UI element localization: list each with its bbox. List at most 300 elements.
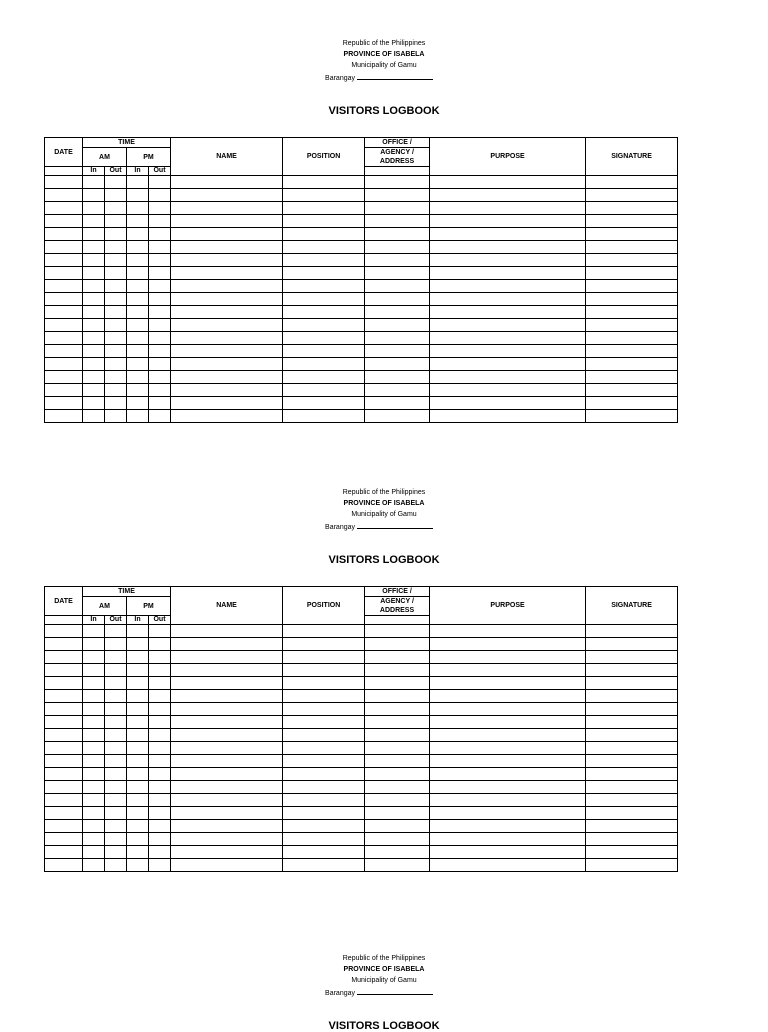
entry-cell[interactable] — [83, 846, 105, 859]
entry-cell[interactable] — [283, 690, 365, 703]
entry-cell[interactable] — [83, 241, 105, 254]
entry-cell[interactable] — [83, 781, 105, 794]
entry-cell[interactable] — [586, 319, 678, 332]
entry-cell[interactable] — [105, 820, 127, 833]
entry-cell[interactable] — [365, 781, 430, 794]
entry-cell[interactable] — [430, 794, 586, 807]
entry-cell[interactable] — [283, 768, 365, 781]
entry-cell[interactable] — [283, 176, 365, 189]
entry-cell[interactable] — [365, 267, 430, 280]
entry-cell[interactable] — [171, 332, 283, 345]
entry-cell[interactable] — [586, 371, 678, 384]
entry-cell[interactable] — [171, 267, 283, 280]
entry-cell[interactable] — [149, 729, 171, 742]
entry-cell[interactable] — [83, 794, 105, 807]
entry-cell[interactable] — [586, 768, 678, 781]
entry-cell[interactable] — [105, 215, 127, 228]
entry-cell[interactable] — [105, 241, 127, 254]
entry-cell[interactable] — [365, 716, 430, 729]
entry-cell[interactable] — [127, 384, 149, 397]
entry-cell[interactable] — [105, 703, 127, 716]
entry-cell[interactable] — [171, 228, 283, 241]
entry-cell[interactable] — [127, 846, 149, 859]
entry-cell[interactable] — [430, 176, 586, 189]
entry-cell[interactable] — [127, 358, 149, 371]
entry-cell[interactable] — [105, 716, 127, 729]
entry-cell[interactable] — [430, 293, 586, 306]
entry-cell[interactable] — [586, 755, 678, 768]
entry-cell[interactable] — [45, 267, 83, 280]
entry-cell[interactable] — [171, 677, 283, 690]
entry-cell[interactable] — [283, 280, 365, 293]
entry-cell[interactable] — [83, 280, 105, 293]
entry-cell[interactable] — [365, 794, 430, 807]
entry-cell[interactable] — [45, 345, 83, 358]
entry-cell[interactable] — [105, 690, 127, 703]
entry-cell[interactable] — [283, 781, 365, 794]
entry-cell[interactable] — [149, 358, 171, 371]
entry-cell[interactable] — [430, 807, 586, 820]
entry-cell[interactable] — [149, 202, 171, 215]
entry-cell[interactable] — [586, 267, 678, 280]
entry-cell[interactable] — [586, 241, 678, 254]
entry-cell[interactable] — [83, 664, 105, 677]
entry-cell[interactable] — [127, 280, 149, 293]
entry-cell[interactable] — [586, 280, 678, 293]
entry-cell[interactable] — [127, 703, 149, 716]
entry-cell[interactable] — [283, 846, 365, 859]
entry-cell[interactable] — [430, 820, 586, 833]
entry-cell[interactable] — [171, 690, 283, 703]
entry-cell[interactable] — [586, 794, 678, 807]
entry-cell[interactable] — [171, 625, 283, 638]
entry-cell[interactable] — [105, 280, 127, 293]
entry-cell[interactable] — [105, 729, 127, 742]
entry-cell[interactable] — [430, 306, 586, 319]
entry-cell[interactable] — [127, 690, 149, 703]
entry-cell[interactable] — [105, 267, 127, 280]
entry-cell[interactable] — [127, 332, 149, 345]
entry-cell[interactable] — [127, 651, 149, 664]
entry-cell[interactable] — [365, 384, 430, 397]
entry-cell[interactable] — [586, 781, 678, 794]
entry-cell[interactable] — [83, 768, 105, 781]
entry-cell[interactable] — [127, 755, 149, 768]
entry-cell[interactable] — [45, 241, 83, 254]
entry-cell[interactable] — [171, 859, 283, 872]
entry-cell[interactable] — [83, 833, 105, 846]
entry-cell[interactable] — [45, 755, 83, 768]
entry-cell[interactable] — [127, 664, 149, 677]
entry-cell[interactable] — [283, 267, 365, 280]
entry-cell[interactable] — [171, 319, 283, 332]
entry-cell[interactable] — [105, 625, 127, 638]
entry-cell[interactable] — [365, 755, 430, 768]
entry-cell[interactable] — [127, 267, 149, 280]
entry-cell[interactable] — [365, 345, 430, 358]
entry-cell[interactable] — [365, 254, 430, 267]
entry-cell[interactable] — [105, 664, 127, 677]
entry-cell[interactable] — [365, 664, 430, 677]
entry-cell[interactable] — [283, 332, 365, 345]
entry-cell[interactable] — [127, 319, 149, 332]
entry-cell[interactable] — [171, 742, 283, 755]
entry-cell[interactable] — [105, 345, 127, 358]
entry-cell[interactable] — [45, 176, 83, 189]
entry-cell[interactable] — [430, 371, 586, 384]
entry-cell[interactable] — [283, 638, 365, 651]
entry-cell[interactable] — [430, 384, 586, 397]
entry-cell[interactable] — [149, 859, 171, 872]
entry-cell[interactable] — [586, 807, 678, 820]
entry-cell[interactable] — [586, 625, 678, 638]
entry-cell[interactable] — [430, 846, 586, 859]
entry-cell[interactable] — [45, 332, 83, 345]
entry-cell[interactable] — [365, 280, 430, 293]
entry-cell[interactable] — [149, 833, 171, 846]
entry-cell[interactable] — [149, 371, 171, 384]
entry-cell[interactable] — [365, 215, 430, 228]
entry-cell[interactable] — [83, 176, 105, 189]
entry-cell[interactable] — [430, 729, 586, 742]
entry-cell[interactable] — [283, 410, 365, 423]
entry-cell[interactable] — [586, 410, 678, 423]
entry-cell[interactable] — [127, 716, 149, 729]
entry-cell[interactable] — [127, 228, 149, 241]
entry-cell[interactable] — [283, 306, 365, 319]
entry-cell[interactable] — [83, 228, 105, 241]
entry-cell[interactable] — [149, 807, 171, 820]
entry-cell[interactable] — [105, 319, 127, 332]
entry-cell[interactable] — [586, 677, 678, 690]
entry-cell[interactable] — [45, 215, 83, 228]
entry-cell[interactable] — [586, 332, 678, 345]
entry-cell[interactable] — [83, 638, 105, 651]
entry-cell[interactable] — [83, 254, 105, 267]
entry-cell[interactable] — [149, 241, 171, 254]
entry-cell[interactable] — [83, 677, 105, 690]
entry-cell[interactable] — [283, 215, 365, 228]
entry-cell[interactable] — [149, 267, 171, 280]
entry-cell[interactable] — [586, 176, 678, 189]
entry-cell[interactable] — [149, 664, 171, 677]
entry-cell[interactable] — [149, 176, 171, 189]
entry-cell[interactable] — [149, 254, 171, 267]
entry-cell[interactable] — [83, 742, 105, 755]
entry-cell[interactable] — [105, 293, 127, 306]
entry-cell[interactable] — [105, 638, 127, 651]
entry-cell[interactable] — [127, 638, 149, 651]
entry-cell[interactable] — [171, 638, 283, 651]
entry-cell[interactable] — [149, 306, 171, 319]
entry-cell[interactable] — [105, 384, 127, 397]
entry-cell[interactable] — [45, 690, 83, 703]
entry-cell[interactable] — [283, 729, 365, 742]
entry-cell[interactable] — [45, 859, 83, 872]
entry-cell[interactable] — [365, 410, 430, 423]
entry-cell[interactable] — [45, 280, 83, 293]
entry-cell[interactable] — [45, 820, 83, 833]
entry-cell[interactable] — [171, 768, 283, 781]
entry-cell[interactable] — [171, 716, 283, 729]
entry-cell[interactable] — [365, 228, 430, 241]
entry-cell[interactable] — [430, 625, 586, 638]
entry-cell[interactable] — [586, 859, 678, 872]
entry-cell[interactable] — [365, 677, 430, 690]
entry-cell[interactable] — [283, 254, 365, 267]
entry-cell[interactable] — [127, 293, 149, 306]
entry-cell[interactable] — [45, 410, 83, 423]
entry-cell[interactable] — [586, 345, 678, 358]
entry-cell[interactable] — [430, 638, 586, 651]
entry-cell[interactable] — [365, 625, 430, 638]
entry-cell[interactable] — [105, 358, 127, 371]
entry-cell[interactable] — [149, 638, 171, 651]
barangay-blank[interactable] — [357, 520, 433, 529]
entry-cell[interactable] — [83, 371, 105, 384]
entry-cell[interactable] — [171, 794, 283, 807]
entry-cell[interactable] — [283, 241, 365, 254]
entry-cell[interactable] — [127, 371, 149, 384]
entry-cell[interactable] — [83, 345, 105, 358]
entry-cell[interactable] — [430, 397, 586, 410]
entry-cell[interactable] — [586, 742, 678, 755]
entry-cell[interactable] — [149, 228, 171, 241]
entry-cell[interactable] — [430, 228, 586, 241]
entry-cell[interactable] — [45, 742, 83, 755]
entry-cell[interactable] — [171, 371, 283, 384]
entry-cell[interactable] — [171, 781, 283, 794]
entry-cell[interactable] — [83, 306, 105, 319]
entry-cell[interactable] — [105, 397, 127, 410]
entry-cell[interactable] — [83, 267, 105, 280]
entry-cell[interactable] — [127, 345, 149, 358]
entry-cell[interactable] — [283, 293, 365, 306]
entry-cell[interactable] — [127, 794, 149, 807]
entry-cell[interactable] — [45, 319, 83, 332]
entry-cell[interactable] — [149, 319, 171, 332]
entry-cell[interactable] — [283, 794, 365, 807]
entry-cell[interactable] — [365, 189, 430, 202]
entry-cell[interactable] — [171, 358, 283, 371]
entry-cell[interactable] — [586, 293, 678, 306]
entry-cell[interactable] — [283, 833, 365, 846]
entry-cell[interactable] — [283, 228, 365, 241]
entry-cell[interactable] — [365, 690, 430, 703]
entry-cell[interactable] — [127, 397, 149, 410]
barangay-blank[interactable] — [357, 986, 433, 995]
entry-cell[interactable] — [586, 358, 678, 371]
entry-cell[interactable] — [171, 215, 283, 228]
entry-cell[interactable] — [105, 202, 127, 215]
entry-cell[interactable] — [149, 625, 171, 638]
entry-cell[interactable] — [83, 189, 105, 202]
entry-cell[interactable] — [283, 397, 365, 410]
entry-cell[interactable] — [171, 664, 283, 677]
entry-cell[interactable] — [105, 371, 127, 384]
entry-cell[interactable] — [105, 651, 127, 664]
entry-cell[interactable] — [430, 651, 586, 664]
entry-cell[interactable] — [586, 638, 678, 651]
entry-cell[interactable] — [430, 859, 586, 872]
entry-cell[interactable] — [430, 690, 586, 703]
entry-cell[interactable] — [105, 833, 127, 846]
entry-cell[interactable] — [365, 768, 430, 781]
entry-cell[interactable] — [105, 742, 127, 755]
entry-cell[interactable] — [283, 384, 365, 397]
entry-cell[interactable] — [83, 755, 105, 768]
entry-cell[interactable] — [430, 410, 586, 423]
entry-cell[interactable] — [365, 358, 430, 371]
entry-cell[interactable] — [83, 358, 105, 371]
entry-cell[interactable] — [283, 651, 365, 664]
entry-cell[interactable] — [365, 846, 430, 859]
entry-cell[interactable] — [105, 176, 127, 189]
entry-cell[interactable] — [149, 703, 171, 716]
entry-cell[interactable] — [45, 716, 83, 729]
entry-cell[interactable] — [365, 319, 430, 332]
entry-cell[interactable] — [430, 703, 586, 716]
entry-cell[interactable] — [283, 625, 365, 638]
entry-cell[interactable] — [171, 280, 283, 293]
entry-cell[interactable] — [365, 807, 430, 820]
entry-cell[interactable] — [283, 345, 365, 358]
entry-cell[interactable] — [45, 703, 83, 716]
entry-cell[interactable] — [430, 677, 586, 690]
entry-cell[interactable] — [430, 345, 586, 358]
entry-cell[interactable] — [365, 371, 430, 384]
entry-cell[interactable] — [283, 202, 365, 215]
entry-cell[interactable] — [283, 189, 365, 202]
entry-cell[interactable] — [283, 371, 365, 384]
entry-cell[interactable] — [149, 410, 171, 423]
entry-cell[interactable] — [45, 794, 83, 807]
entry-cell[interactable] — [365, 742, 430, 755]
entry-cell[interactable] — [45, 371, 83, 384]
entry-cell[interactable] — [586, 215, 678, 228]
entry-cell[interactable] — [430, 833, 586, 846]
entry-cell[interactable] — [127, 215, 149, 228]
entry-cell[interactable] — [45, 833, 83, 846]
entry-cell[interactable] — [586, 651, 678, 664]
entry-cell[interactable] — [105, 228, 127, 241]
entry-cell[interactable] — [105, 846, 127, 859]
entry-cell[interactable] — [586, 228, 678, 241]
entry-cell[interactable] — [105, 794, 127, 807]
entry-cell[interactable] — [127, 241, 149, 254]
entry-cell[interactable] — [171, 846, 283, 859]
entry-cell[interactable] — [83, 319, 105, 332]
entry-cell[interactable] — [83, 332, 105, 345]
entry-cell[interactable] — [45, 807, 83, 820]
entry-cell[interactable] — [430, 254, 586, 267]
entry-cell[interactable] — [283, 755, 365, 768]
entry-cell[interactable] — [365, 651, 430, 664]
entry-cell[interactable] — [283, 716, 365, 729]
entry-cell[interactable] — [365, 703, 430, 716]
barangay-blank[interactable] — [357, 71, 433, 80]
entry-cell[interactable] — [83, 651, 105, 664]
entry-cell[interactable] — [171, 384, 283, 397]
entry-cell[interactable] — [365, 202, 430, 215]
entry-cell[interactable] — [149, 742, 171, 755]
entry-cell[interactable] — [127, 202, 149, 215]
entry-cell[interactable] — [586, 729, 678, 742]
entry-cell[interactable] — [127, 807, 149, 820]
entry-cell[interactable] — [171, 651, 283, 664]
entry-cell[interactable] — [105, 781, 127, 794]
entry-cell[interactable] — [149, 189, 171, 202]
entry-cell[interactable] — [149, 846, 171, 859]
entry-cell[interactable] — [171, 820, 283, 833]
entry-cell[interactable] — [171, 176, 283, 189]
entry-cell[interactable] — [105, 410, 127, 423]
entry-cell[interactable] — [127, 189, 149, 202]
entry-cell[interactable] — [149, 332, 171, 345]
entry-cell[interactable] — [365, 397, 430, 410]
entry-cell[interactable] — [83, 410, 105, 423]
entry-cell[interactable] — [149, 345, 171, 358]
entry-cell[interactable] — [45, 677, 83, 690]
entry-cell[interactable] — [149, 794, 171, 807]
entry-cell[interactable] — [430, 215, 586, 228]
entry-cell[interactable] — [105, 306, 127, 319]
entry-cell[interactable] — [365, 306, 430, 319]
entry-cell[interactable] — [83, 215, 105, 228]
entry-cell[interactable] — [149, 280, 171, 293]
entry-cell[interactable] — [83, 716, 105, 729]
entry-cell[interactable] — [149, 690, 171, 703]
entry-cell[interactable] — [171, 397, 283, 410]
entry-cell[interactable] — [45, 664, 83, 677]
entry-cell[interactable] — [127, 820, 149, 833]
entry-cell[interactable] — [45, 397, 83, 410]
entry-cell[interactable] — [45, 254, 83, 267]
entry-cell[interactable] — [171, 293, 283, 306]
entry-cell[interactable] — [430, 202, 586, 215]
entry-cell[interactable] — [586, 716, 678, 729]
entry-cell[interactable] — [586, 820, 678, 833]
entry-cell[interactable] — [127, 254, 149, 267]
entry-cell[interactable] — [586, 189, 678, 202]
entry-cell[interactable] — [283, 664, 365, 677]
entry-cell[interactable] — [430, 716, 586, 729]
entry-cell[interactable] — [149, 677, 171, 690]
entry-cell[interactable] — [83, 625, 105, 638]
entry-cell[interactable] — [83, 397, 105, 410]
entry-cell[interactable] — [83, 690, 105, 703]
entry-cell[interactable] — [586, 202, 678, 215]
entry-cell[interactable] — [283, 859, 365, 872]
entry-cell[interactable] — [127, 768, 149, 781]
entry-cell[interactable] — [171, 755, 283, 768]
entry-cell[interactable] — [586, 397, 678, 410]
entry-cell[interactable] — [586, 690, 678, 703]
entry-cell[interactable] — [365, 176, 430, 189]
entry-cell[interactable] — [586, 306, 678, 319]
entry-cell[interactable] — [430, 267, 586, 280]
entry-cell[interactable] — [283, 807, 365, 820]
entry-cell[interactable] — [83, 859, 105, 872]
entry-cell[interactable] — [45, 638, 83, 651]
entry-cell[interactable] — [45, 306, 83, 319]
entry-cell[interactable] — [149, 781, 171, 794]
entry-cell[interactable] — [127, 742, 149, 755]
entry-cell[interactable] — [430, 664, 586, 677]
entry-cell[interactable] — [149, 755, 171, 768]
entry-cell[interactable] — [365, 332, 430, 345]
entry-cell[interactable] — [105, 332, 127, 345]
